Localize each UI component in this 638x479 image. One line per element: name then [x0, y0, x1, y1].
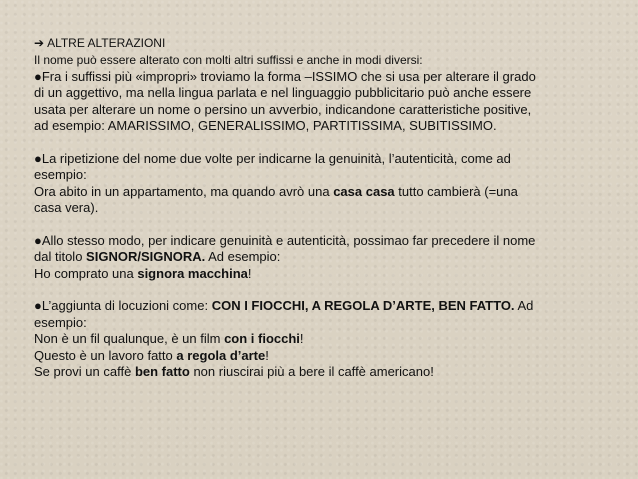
paragraph-line: esempio: — [34, 167, 87, 182]
slide-content — [34, 36, 604, 381]
text-span: Ad — [514, 298, 534, 313]
paragraph-line: usata per alterare un nome o persino un avverbio, indicandone caratteristiche positive, — [34, 101, 532, 117]
paragraph-line: di un aggettivo, ma nella lingua parlata e nel linguaggio pubblicitario può anche essere — [34, 85, 532, 100]
text-span: Ad esempio: — [205, 249, 281, 264]
bold-text: SIGNOR/SIGNORA. — [86, 249, 206, 264]
text-span: Ho comprato una — [34, 265, 138, 281]
text-span: Ora abito in un appartamento, ma quando avrò una — [34, 183, 334, 199]
paragraph-line: ●Fra i suffissi più «impropri» troviamo la forma –ISSIMO che si usa per alterare il grado — [34, 68, 536, 84]
text-span: ●L’aggiunta di locuzioni come: — [34, 298, 212, 313]
bold-text: casa casa — [333, 183, 395, 199]
heading-text: ALTRE ALTERAZIONI — [47, 36, 166, 50]
text-span: ! — [247, 265, 252, 281]
text-span: Questo è un lavoro fatto — [34, 347, 177, 363]
paragraph-line — [34, 298, 604, 315]
text-span: dal titolo — [34, 249, 87, 264]
paragraph-line: ●La ripetizione del nome due volte per indicarne la genuinità, l’autenticità, come ad — [34, 150, 511, 166]
text-span: Se provi un caffè — [34, 364, 135, 379]
example-line — [34, 266, 604, 283]
text-span: tutto cambierà (=una — [394, 183, 518, 199]
paragraph-line: esempio: — [34, 314, 87, 330]
section-heading — [34, 36, 604, 51]
paragraph-line: casa vera). — [34, 200, 99, 215]
paragraph-line — [34, 249, 604, 266]
bold-text: ben fatto — [134, 364, 190, 379]
bold-text: signora macchina — [137, 265, 248, 281]
bold-text: a regola d’arte — [176, 347, 266, 363]
text-span: ! — [265, 347, 269, 363]
example-line — [34, 184, 604, 201]
text-span: ! — [299, 331, 304, 346]
example-line — [34, 331, 604, 348]
example-line — [34, 348, 604, 365]
bold-text: CON I FIOCCHI, A REGOLA D’ARTE, BEN FATTO. — [211, 298, 515, 313]
paragraph-line: ad esempio: AMARISSIMO, GENERALISSIMO, PARTITISSIMA, SUBITISSIMO. — [34, 118, 497, 133]
paragraph-line: ●Allo stesso modo, per indicare genuinità e autenticità, possimao far precedere il nome — [34, 232, 536, 248]
text-span: Non è un fil qualunque, è un film — [34, 331, 225, 346]
bold-text: con i fiocchi — [224, 331, 300, 346]
example-line — [34, 364, 604, 381]
intro-line: Il nome può essere alterato con molti altri suffissi e anche in modi diversi: — [34, 53, 423, 67]
text-span: non riuscirai più a bere il caffè americano! — [189, 364, 434, 379]
arrow-right-icon: ➔ — [34, 36, 45, 50]
